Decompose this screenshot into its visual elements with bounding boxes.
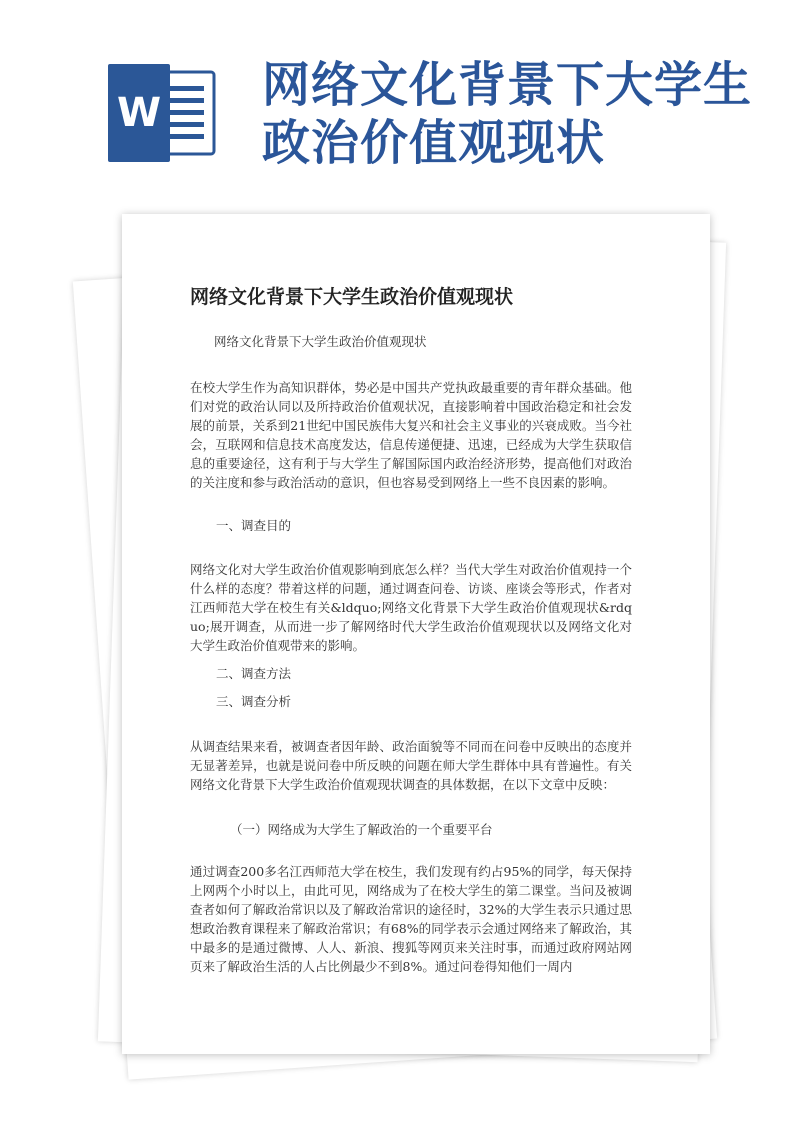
word-document-icon	[108, 58, 218, 168]
banner-title	[262, 56, 782, 172]
banner	[0, 0, 800, 200]
paragraph-intro: 在校大学生作为高知识群体，势必是中国共产党执政最重要的青年群众基础。他们对党的政治认同以及所持政治价值观状况，直接影响着中国政治稳定和社会发展的前景，关系到21世纪中国民族伟大复兴和社会主义事业的兴衰成败。当今社会，互联网和信息技术高度发达，信息传递便捷、迅速，已经成为大学生获取信息的重要途径，这有利于与大学生了解国际国内政治经济形势，提高他们对政治的关注度和参与政治活动的意识，但也容易受到网络上一些不良因素的影响。	[190, 380, 632, 490]
heading-method: 二、调查方法	[216, 666, 292, 681]
paragraph-purpose: 网络文化对大学生政治价值观影响到底怎么样？当代大学生对政治价值观持一个什么样的态度？带着这样的问题，通过调查问卷、访谈、座谈会等形式，作者对江西师范大学在校生有关&ldquo;网络文化背景下大学生政治价值观现状&rdquo;展开调查，从而进一步了解网络时代大学生政治价值观现状以及网络文化对大学生政治价值观带来的影响。	[190, 562, 632, 653]
paragraph-analysis: 从调查结果来看，被调查者因年龄、政治面貌等不同而在问卷中反映出的态度并无显著差异，也就是说问卷中所反映的问题在师大学生群体中具有普遍性。有关网络文化背景下大学生政治价值观现状调查的具体数据，在以下文章中反映：	[190, 739, 632, 792]
paragraph-survey-results: 通过调查200多名江西师范大学在校生，我们发现有约占95%的同学，每天保持上网两个小时以上，由此可见，网络成为了在校大学生的第二课堂。当问及被调查者如何了解政治常识以及了解政治常识的途径时，32%的大学生表示只通过思想政治教育课程来了解政治常识；有68%的同学表示会通过网络来了解政治，其中最多的是通过微博、人人、新浪、搜狐等网页来关注时事，而通过政府网站网页来了解政治生活的人占比例最少不到8%。通过问卷得知他们一周内	[190, 864, 632, 974]
logo-letter: W	[116, 90, 162, 136]
document-title: 网络文化背景下大学生政治价值观现状	[190, 286, 514, 308]
banner-title-line2: 政治价值观现状	[262, 115, 606, 171]
heading-analysis: 三、调查分析	[216, 694, 292, 709]
subheading-network-platform: （一）网络成为大学生了解政治的一个重要平台	[230, 822, 493, 837]
heading-purpose: 一、调查目的	[216, 518, 292, 533]
banner-title-line1: 网络文化背景下大学生	[262, 57, 753, 113]
document-subtitle: 网络文化背景下大学生政治价值观现状	[214, 334, 427, 349]
